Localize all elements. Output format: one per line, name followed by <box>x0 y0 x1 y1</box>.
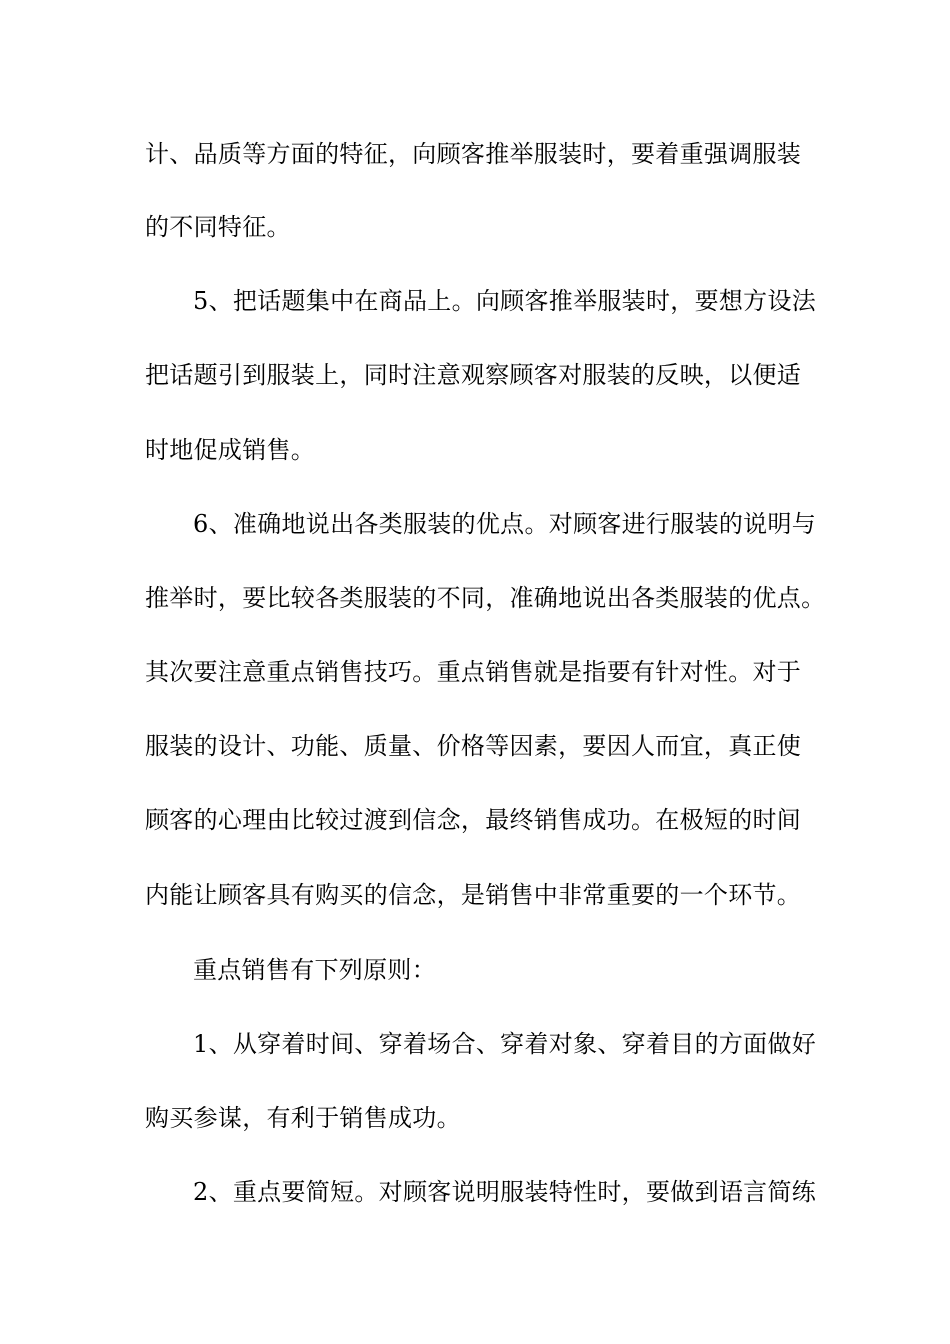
text-line: 的不同特征。 <box>145 213 291 241</box>
text-line: 内能让顾客具有购买的信念，是销售中非常重要的一个环节。 <box>145 881 802 909</box>
text-line: 其次要注意重点销售技巧。重点销售就是指要有针对性。对于 <box>145 658 802 686</box>
paragraph-start-line: 1、从穿着时间、穿着场合、穿着对象、穿着目的方面做好 <box>193 1030 817 1058</box>
text-line: 顾客的心理由比较过渡到信念，最终销售成功。在极短的时间 <box>145 806 802 834</box>
text-line: 服装的设计、功能、质量、价格等因素，要因人而宜，真正使 <box>145 732 802 760</box>
text-line: 时地促成销售。 <box>145 436 316 464</box>
text-line: 计、品质等方面的特征，向顾客推举服装时，要着重强调服装 <box>145 140 802 168</box>
paragraph-start-line: 2、重点要简短。对顾客说明服装特性时，要做到语言简练 <box>193 1178 817 1206</box>
paragraph-start-line: 重点销售有下列原则： <box>193 956 436 984</box>
paragraph-start-line: 5、把话题集中在商品上。向顾客推举服装时，要想方设法 <box>193 287 817 315</box>
text-line: 把话题引到服装上，同时注意观察顾客对服装的反映，以便适 <box>145 361 802 389</box>
paragraph-start-line: 6、准确地说出各类服装的优点。对顾客进行服装的说明与 <box>193 510 817 538</box>
text-line: 购买参谋，有利于销售成功。 <box>145 1104 461 1132</box>
text-line: 推举时，要比较各类服装的不同，准确地说出各类服装的优点。 <box>145 584 826 612</box>
